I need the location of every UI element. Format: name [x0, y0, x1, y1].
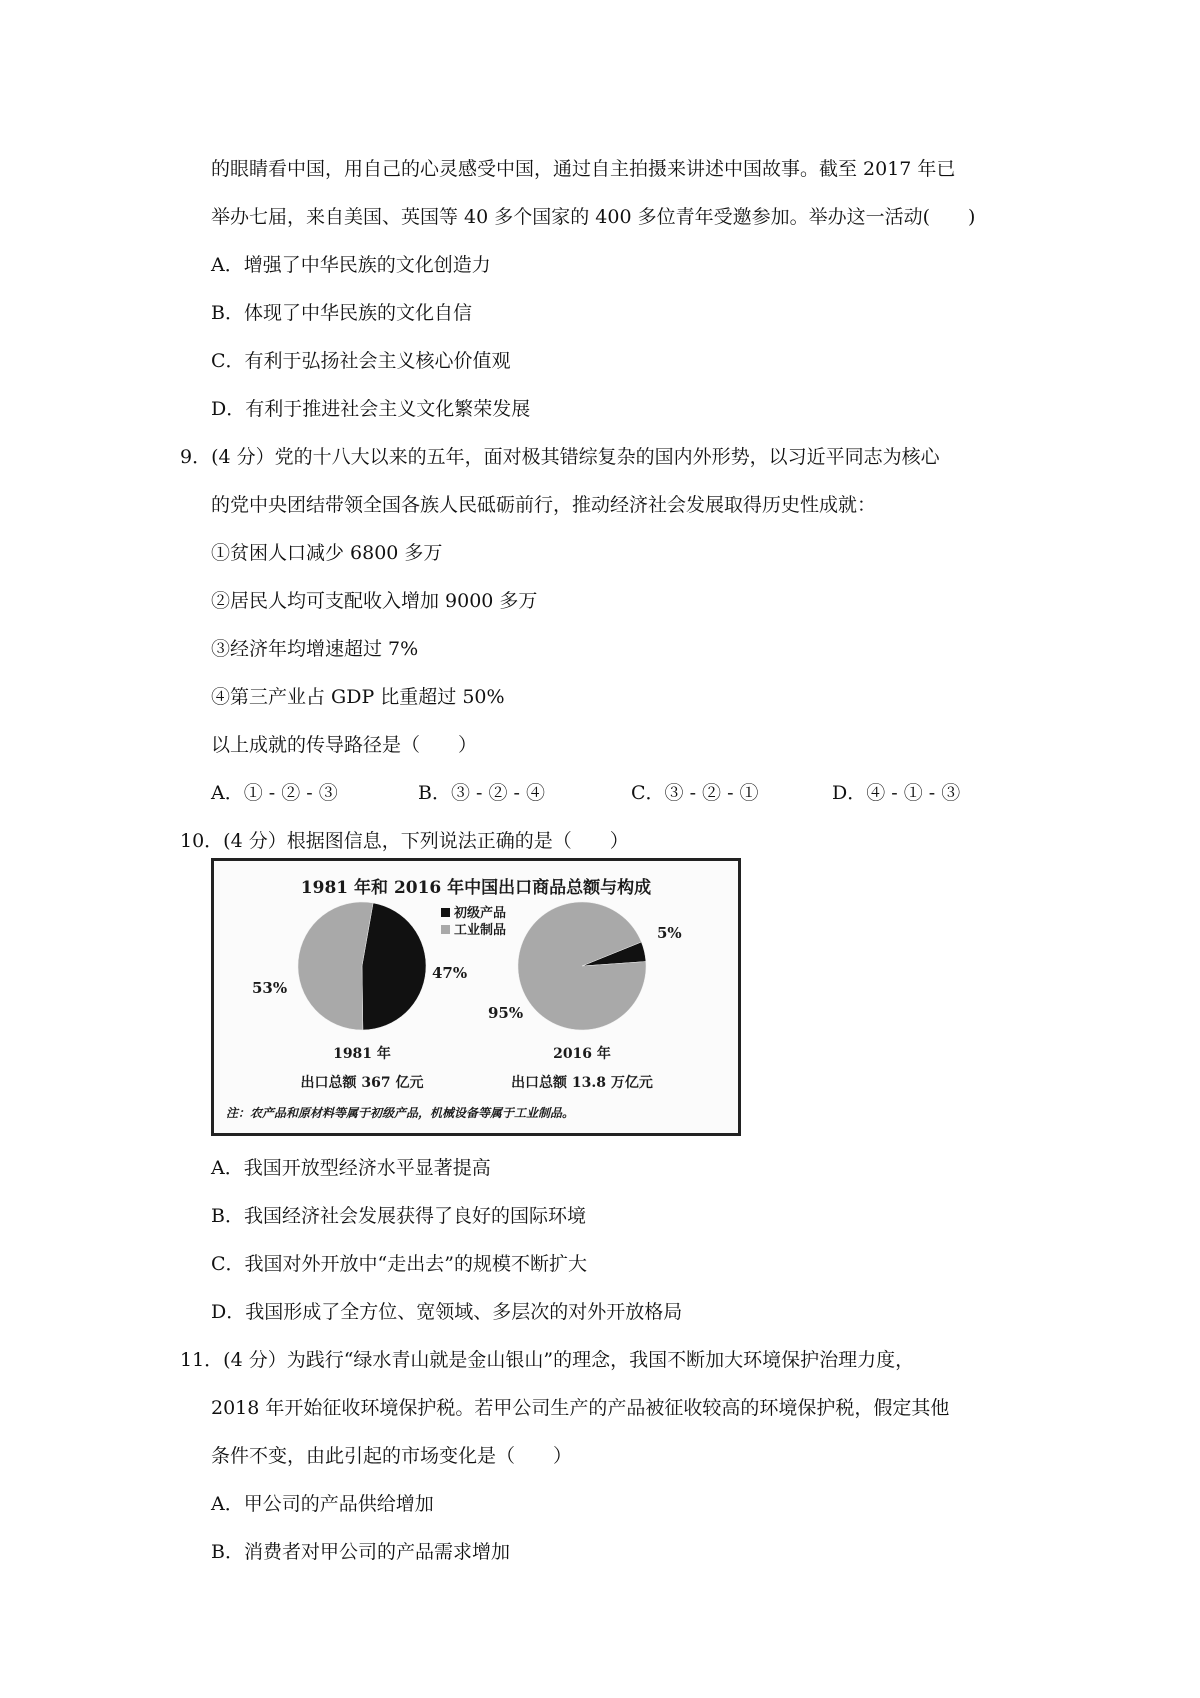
pie-2016-total: 出口总额 13.8 万亿元	[511, 1075, 653, 1091]
q10-option-d[interactable]: D．我国形成了全方位、宽领域、多层次的对外开放格局	[211, 1301, 683, 1323]
pie-1981-total: 出口总额 367 亿元	[300, 1075, 424, 1091]
pie-1981-label-47: 47%	[432, 964, 468, 982]
legend-swatch-industrial	[441, 925, 450, 934]
q9-question: 以上成就的传导路径是（ ）	[211, 734, 478, 756]
q9-option-c[interactable]: C．③ - ② - ①	[631, 782, 759, 804]
legend-label-primary: 初级产品	[454, 906, 507, 921]
q11-stem-line1: 11．(4 分）为践行“绿水青山就是金山银山”的理念，我国不断加大环境保护治理力度，	[180, 1349, 915, 1371]
q8-option-a[interactable]: A．增强了中华民族的文化创造力	[211, 254, 491, 276]
q10-option-b[interactable]: B．我国经济社会发展获得了良好的国际环境	[211, 1205, 586, 1227]
q9-option-b[interactable]: B．③ - ② - ④	[418, 782, 545, 804]
q9-item-1: ①贫困人口减少 6800 多万	[211, 542, 443, 564]
pie-2016	[518, 902, 646, 1030]
q9-item-3: ③经济年均增速超过 7%	[211, 638, 419, 660]
q10-option-c[interactable]: C．我国对外开放中“走出去”的规模不断扩大	[211, 1253, 587, 1275]
pie-chart-svg	[214, 861, 738, 1133]
pie-1981	[298, 902, 426, 1030]
q9-stem-line1: 9．(4 分）党的十八大以来的五年，面对极其错综复杂的国内外形势，以习近平同志为核心	[180, 446, 940, 468]
q10-option-a[interactable]: A．我国开放型经济水平显著提高	[211, 1157, 491, 1179]
pie-1981-year: 1981 年	[333, 1046, 391, 1062]
legend-swatch-primary	[441, 908, 450, 917]
q9-item-4: ④第三产业占 GDP 比重超过 50%	[211, 686, 505, 708]
q8-stem-line2: 举办七届，来自美国、英国等 40 多个国家的 400 多位青年受邀参加。举办这一活动( )	[211, 206, 976, 228]
q9-option-a[interactable]: A．① - ② - ③	[211, 782, 338, 804]
pie-1981-label-53: 53%	[252, 979, 288, 997]
q9-option-d[interactable]: D．④ - ① - ③	[832, 782, 961, 804]
q8-option-c[interactable]: C．有利于弘扬社会主义核心价值观	[211, 350, 511, 372]
q8-option-d[interactable]: D．有利于推进社会主义文化繁荣发展	[211, 398, 531, 420]
pie-1981-slice-industrial	[298, 902, 373, 1030]
q9-item-2: ②居民人均可支配收入增加 9000 多万	[211, 590, 538, 612]
q8-option-b[interactable]: B．体现了中华民族的文化自信	[211, 302, 472, 324]
chart-note: 注：农产品和原材料等属于初级产品，机械设备等属于工业制品。	[226, 1106, 575, 1120]
q11-option-b[interactable]: B．消费者对甲公司的产品需求增加	[211, 1541, 510, 1563]
pie-2016-year: 2016 年	[553, 1046, 611, 1062]
pie-1981-slice-primary	[362, 903, 426, 1030]
pie-2016-label-5: 5%	[657, 924, 682, 942]
q9-options	[211, 780, 1011, 806]
q11-option-a[interactable]: A．甲公司的产品供给增加	[211, 1493, 434, 1515]
legend-label-industrial: 工业制品	[454, 923, 507, 938]
pie-2016-slice-industrial	[518, 902, 646, 1030]
q11-stem-line3: 条件不变，由此引起的市场变化是（ ）	[211, 1445, 573, 1467]
chart-title: 1981 年和 2016 年中国出口商品总额与构成	[300, 878, 652, 898]
pie-2016-label-95: 95%	[488, 1004, 524, 1022]
export-pie-chart	[211, 858, 741, 1136]
q8-stem-line1: 的眼睛看中国，用自己的心灵感受中国，通过自主拍摄来讲述中国故事。截至 2017 年已	[211, 158, 956, 180]
q10-stem: 10．(4 分）根据图信息，下列说法正确的是（ ）	[180, 830, 629, 852]
q9-stem-line2: 的党中央团结带领全国各族人民砥砺前行，推动经济社会发展取得历史性成就：	[211, 494, 877, 516]
q11-stem-line2: 2018 年开始征收环境保护税。若甲公司生产的产品被征收较高的环境保护税，假定其他	[211, 1397, 950, 1419]
